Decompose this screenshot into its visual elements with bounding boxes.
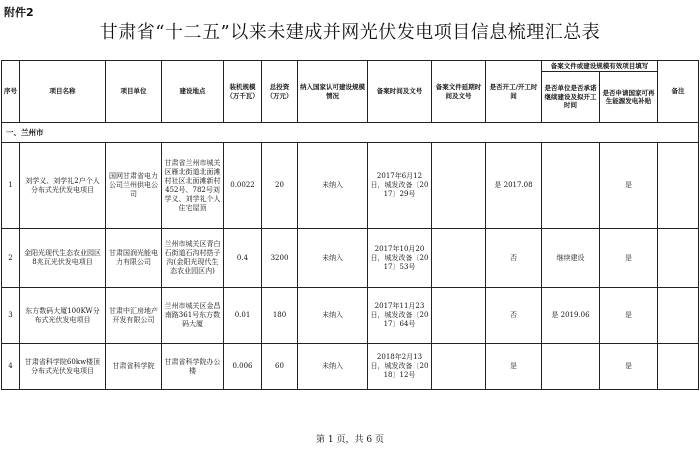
cell-national: 未纳入: [298, 143, 368, 229]
section-title: 一、兰州市: [2, 123, 699, 143]
cell-subsidy: 是: [600, 143, 658, 229]
cell-started: 是: [486, 344, 542, 390]
cell-capacity: 0.01: [224, 288, 262, 344]
cell-investment: 60: [262, 344, 298, 390]
cell-capacity: 0.0022: [224, 143, 262, 229]
table-row: [2, 143, 699, 229]
header-capacity: 装机规模（万千瓦）: [224, 61, 262, 123]
cell-filing: 2017年10月20日，城发改备〔2017〕53号: [368, 229, 432, 288]
cell-investment: 20: [262, 143, 298, 229]
page-title: 甘肃省“十二五”以来未建成并网光伏发电项目信息梳理汇总表: [99, 22, 601, 43]
cell-remarks: [658, 344, 699, 390]
cell-unit: 国网甘肃省电力公司兰州供电公司: [106, 143, 162, 229]
cell-continue: 继续建设: [542, 229, 600, 288]
cell-continue: [542, 344, 600, 390]
header-extension: 备案文件延期时间及文号: [432, 61, 486, 123]
cell-subsidy: 是: [600, 344, 658, 390]
cell-unit: 甘肃省科学院: [106, 344, 162, 390]
cell-name: 甘肃省科学院60kw楼顶分布式光伏发电项目: [20, 344, 106, 390]
header-unit: 项目单位: [106, 61, 162, 123]
cell-filing: 2018年2月13日，城发改备〔2018〕12号: [368, 344, 432, 390]
cell-location: 兰州市城关区青白石街道石沟村搭子沟(金阳光现代生态农业园区内): [162, 229, 224, 288]
header-subsidy: 是否申请国家可再生能源发电补贴: [600, 72, 658, 123]
header-investment: 总投资（万元）: [262, 61, 298, 123]
cell-subsidy: 是: [600, 288, 658, 344]
cell-investment: 3200: [262, 229, 298, 288]
header-started: 是否开工/开工时间: [486, 61, 542, 123]
cell-national: 未纳入: [298, 344, 368, 390]
cell-extension: [432, 229, 486, 288]
cell-filing: 2017年11月23日，城发改备〔2017〕64号: [368, 288, 432, 344]
cell-seq: 3: [2, 288, 20, 344]
cell-started: 否: [486, 229, 542, 288]
cell-location: 甘肃省兰州市城关区雁北街道北面滩村社区北面滩新村452号、782号刘学义、刘学礼个人住宅屋顶: [162, 143, 224, 229]
cell-started: 否: [486, 288, 542, 344]
cell-unit: 甘肃国润光能电力有限公司: [106, 229, 162, 288]
cell-extension: [432, 344, 486, 390]
cell-remarks: [658, 288, 699, 344]
attachment-label: 附件2: [4, 6, 34, 19]
cell-capacity: 0.4: [224, 229, 262, 288]
cell-unit: 甘肃中汇房地产开发有限公司: [106, 288, 162, 344]
page-number: 第 1 页，共 6 页: [316, 435, 384, 445]
table-row: [2, 229, 699, 288]
header-name: 项目名称: [20, 61, 106, 123]
cell-investment: 180: [262, 288, 298, 344]
cell-subsidy: 是: [600, 229, 658, 288]
cell-extension: [432, 288, 486, 344]
cell-remarks: [658, 229, 699, 288]
cell-extension: [432, 143, 486, 229]
cell-name: 东方数码大厦100KW分布式光伏发电项目: [20, 288, 106, 344]
cell-seq: 4: [2, 344, 20, 390]
cell-location: 甘肃省科学院办公楼: [162, 344, 224, 390]
project-table: [1, 60, 699, 390]
cell-continue: 是 2019.06: [542, 288, 600, 344]
cell-filing: 2017年6月12日，城发改备〔2017〕29号: [368, 143, 432, 229]
cell-seq: 2: [2, 229, 20, 288]
table-row: [2, 288, 699, 344]
cell-capacity: 0.006: [224, 344, 262, 390]
cell-national: 未纳入: [298, 288, 368, 344]
cell-national: 未纳入: [298, 229, 368, 288]
cell-remarks: [658, 143, 699, 229]
header-remarks: 备注: [658, 61, 699, 123]
header-group: 备案文件或建设规模有效项目填写: [542, 61, 658, 72]
cell-seq: 1: [2, 143, 20, 229]
header-seq: 序号: [2, 61, 20, 123]
header-national: 纳入国家认可建设规模情况: [298, 61, 368, 123]
cell-name: 刘学义、刘学礼2户个人分布式光伏发电项目: [20, 143, 106, 229]
cell-started: 是 2017.08: [486, 143, 542, 229]
header-location: 建设地点: [162, 61, 224, 123]
cell-location: 兰州市城关区金昌南路361号东方数码大厦: [162, 288, 224, 344]
cell-continue: [542, 143, 600, 229]
cell-name: 金阳光现代生态农业园区8兆瓦光伏发电项目: [20, 229, 106, 288]
header-filing: 备案时间及文号: [368, 61, 432, 123]
header-continue: 是否单位是否承诺继续建设及拟开工时间: [542, 72, 600, 123]
table-row: [2, 344, 699, 390]
